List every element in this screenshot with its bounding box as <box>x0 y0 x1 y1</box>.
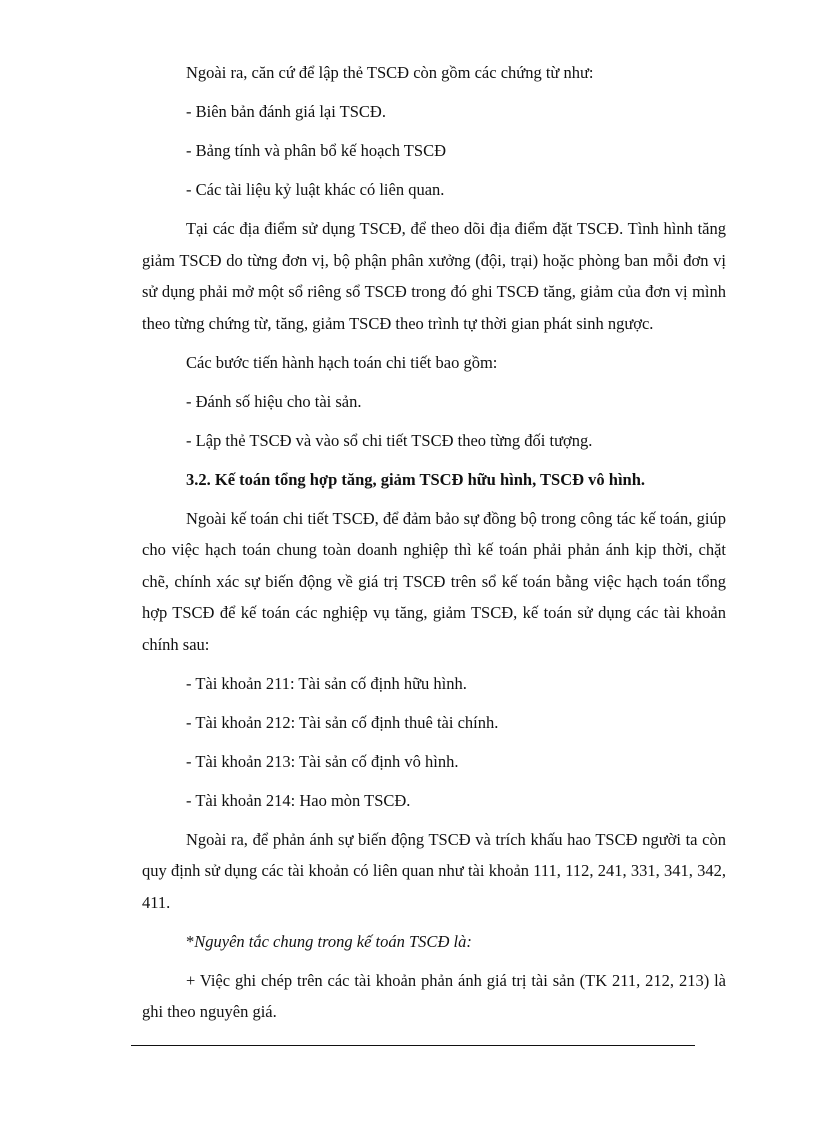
list-item: - Các tài liệu kỷ luật khác có liên quan. <box>186 180 445 199</box>
list-item: - Tài khoản 214: Hao mòn TSCĐ. <box>186 790 411 810</box>
paragraph: Ngoài kế toán chi tiết TSCĐ, để đảm bảo sự đồng bộ trong công tác kế toán, giúp cho việc hạch toán chung toàn doanh nghiệp thì kế toán phải phản ánh kịp thời, chặt chẽ, chính xác sự biến động về giá trị TSCĐ trên sổ kế toán bằng việc hạch toán tổng hợp TSCĐ để kế toán các nghiệp vụ tăng, giảm TSCĐ, kế toán sử dụng các tài khoản chính sau: <box>142 508 726 654</box>
principles-prefix: * <box>186 931 195 951</box>
list-item: - Tài khoản 211: Tài sản cố định hữu hình. <box>186 673 467 693</box>
list-item: - Bảng tính và phân bổ kế hoạch TSCĐ <box>186 141 446 160</box>
principles-heading <box>142 926 726 958</box>
paragraph: Tại các địa điểm sử dụng TSCĐ, để theo dõi địa điểm đặt TSCĐ. Tình hình tăng giảm TSCĐ do từng đơn vị, bộ phận phân xưởng (đội, trại) hoặc phòng ban mỗi đơn vị sử dụng phải mở một sổ riêng sổ TSCĐ trong đó ghi TSCĐ tăng, giảm của đơn vị mình theo từng chứng từ, tăng, giảm TSCĐ theo trình tự thời gian phát sinh ngược. <box>142 219 726 333</box>
section-heading: 3.2. Kế toán tổng hợp tăng, giảm TSCĐ hữu hình, TSCĐ vô hình. <box>186 469 646 489</box>
list-item: - Tài khoản 213: Tài sản cố định vô hình. <box>186 751 459 771</box>
paragraph: Ngoài ra, căn cứ để lập thẻ TSCĐ còn gồm các chứng từ như: <box>186 63 594 82</box>
list-item: - Lập thẻ TSCĐ và vào sổ chi tiết TSCĐ theo từng đối tượng. <box>186 430 593 450</box>
list-item: - Đánh số hiệu cho tài sản. <box>186 391 362 411</box>
footer-rule <box>131 1045 695 1046</box>
paragraph: + Việc ghi chép trên các tài khoản phản ánh giá trị tài sản (TK 211, 212, 213) là ghi theo nguyên giá. <box>142 970 726 1021</box>
paragraph: Ngoài ra, để phản ánh sự biến động TSCĐ và trích khấu hao TSCĐ người ta còn quy định sử dụng các tài khoản có liên quan như tài khoản 111, 112, 241, 331, 341, 342, 411. <box>142 829 726 912</box>
list-item: - Tài khoản 212: Tài sản cố định thuê tài chính. <box>186 712 499 732</box>
paragraph: Các bước tiến hành hạch toán chi tiết bao gồm: <box>186 352 498 372</box>
list-item: - Biên bản đánh giá lại TSCĐ. <box>186 102 386 121</box>
principles-heading-text: Nguyên tắc chung trong kế toán TSCĐ là: <box>194 931 472 951</box>
document-page <box>142 57 726 1035</box>
